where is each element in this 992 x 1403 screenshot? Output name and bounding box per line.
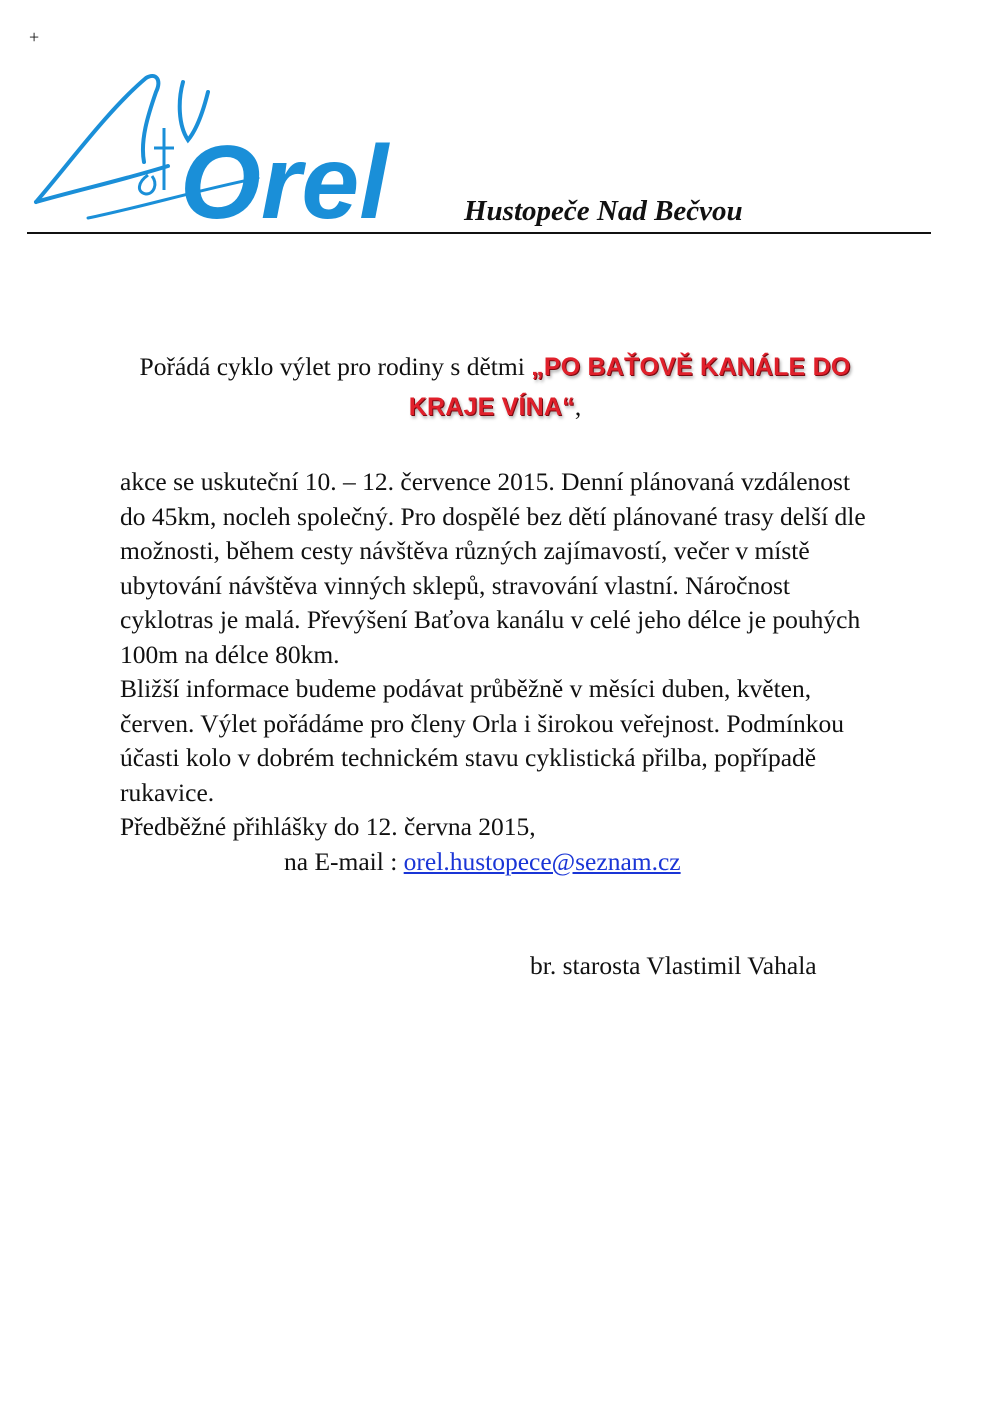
info-paragraph: Bližší informace budeme podávat průběžně v měsíci duben, květen, červen. Výlet pořádáme pro členy Orla i širokou veřejnost. Podmínkou účasti kolo v dobrém technickém stavu cyklistická přilba, popřípadě rukavice.	[120, 674, 844, 807]
intro-heading	[120, 347, 870, 427]
event-title: „PO BAŤOVĚ KANÁLE DO KRAJE VÍNA“	[408, 353, 851, 421]
place-name: Hustopeče Nad Bečvou	[464, 195, 743, 227]
logo-wordmark: Orel	[180, 125, 389, 230]
email-prefix: na E-mail :	[284, 846, 404, 876]
corner-mark: +	[29, 27, 40, 47]
orel-logo	[28, 70, 418, 230]
signature: br. starosta Vlastimil Vahala	[530, 951, 817, 980]
email-link[interactable]: orel.hustopece@seznam.cz	[403, 846, 681, 876]
header-divider	[27, 232, 931, 234]
event-details-paragraph: akce se uskuteční 10. – 12. července 2015. Denní plánovaná vzdálenost do 45km, nocleh společný. Pro dospělé bez dětí plánované trasy delší dle možnosti, během cesty návštěva různých zajímavostí, večer v místě ubytování návštěva vinných sklepů, stravování vlastní. Náročnost cyklotras je malá. Převýšení Baťova kanálu v celé jeho délce je pouhých 100m na délce 80km.	[120, 467, 866, 669]
intro-trailing: ,	[574, 392, 582, 421]
intro-lead: Pořádá cyklo výlet pro rodiny s dětmi	[139, 352, 532, 381]
email-line	[120, 845, 880, 880]
registration-paragraph: Předběžné přihlášky do 12. června 2015,	[120, 812, 536, 841]
invitation-body	[120, 465, 880, 879]
